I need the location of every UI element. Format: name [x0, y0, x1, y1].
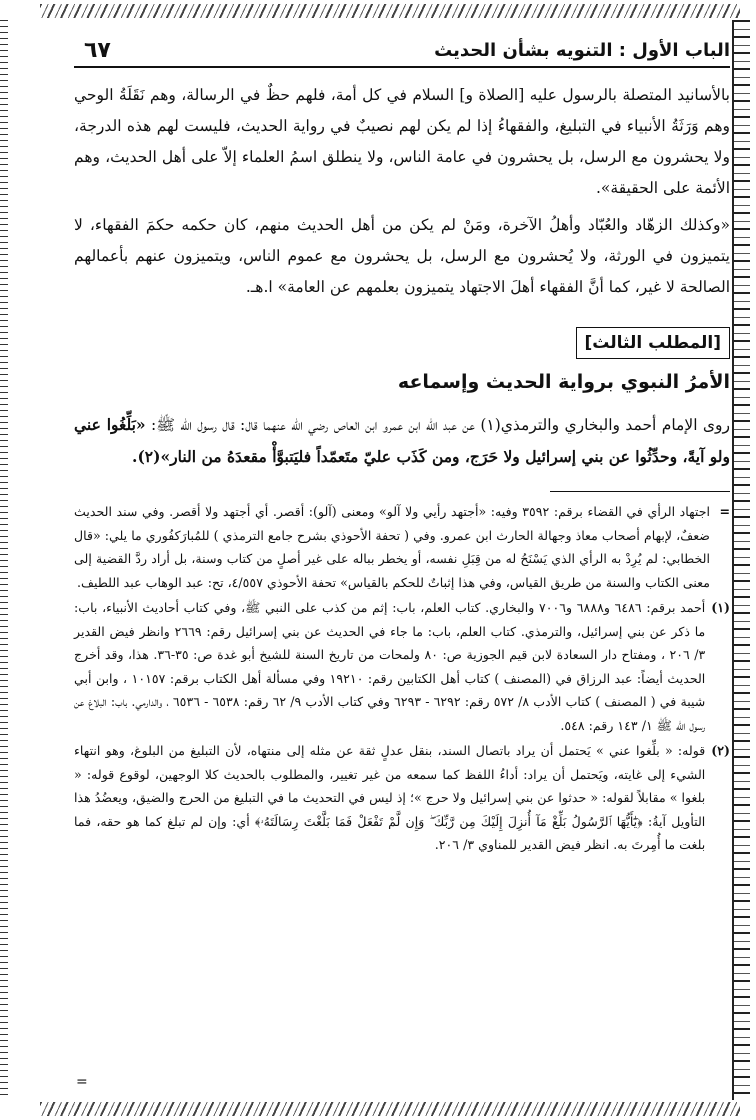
decorative-border-left [0, 20, 8, 1100]
footnote [74, 739, 730, 857]
footnote-text: أحمد برقم: ٦٤٨٦ و٦٨٨٨ و٧٠٠٦ والبخاري. كتاب العلم، باب: إثم من كذب على النبي ﷺ، وفي كتاب أحاديث الأنبياء، باب: ما ذكر عن بني إسرائيل، والترمذي. كتاب العلم، باب: ما جاء في الحديث عن بني إسرائيل رقم: ٢٦٦٩ وانظر فيض القدير ٣/ ٢٠٦ ، ومفتاح دار السعادة لابن قيم الجوزية ص: ٨٠ ولمحات من تاريخ السنة للشيخ أبو غدة ص: ٣٥-٣٦. هذا، وقد أخرج الحديث أيضاً: عبد الرزاق في (المصنف ) كتاب أهل الكتابين رقم: ١٩٢١٠ وفي مسألة أهل الكتاب برقم: ١٠١٥٧ ، وابن أبي شيبة في ( المصنف ) كتاب الأدب ٨/ ٥٧٢ رقم: ٦٢٩٢ - ٦٢٩٣ وفي كتاب الأدب ٩/ ٦٢ رقم: ٦٥٣٨ - ٦٥٣٦ ، والدارمي. باب: البلاغ عن رسول الله ﷺ ١/ ١٤٣ رقم: ٥٤٨. [74, 600, 706, 733]
decorative-border-bottom [40, 1102, 740, 1116]
footnote [74, 596, 730, 737]
footnote [74, 500, 730, 594]
running-header [74, 34, 730, 68]
paragraph: بالأسانيد المتصلة بالرسول عليه [الصلاة و] السلام في كل أمة، فلهم حظٌ في الرسالة، وهم نَقَلَةُ الوحي وهم وَرَثَةُ الأنبياء في التبليغ، والفقهاءُ إذا لم يكن لهم نصيبٌ في رواية الحديث، فليست لهم هذه الدرجة، ولا يحشرون مع الرسل، بل يحشرون في عامة الناس، ولا ينطلق اسمُ العلماء إلاّ على أهل الحديث، وهم الأئمة على الحقيقة». [74, 86, 730, 197]
footnote-separator [550, 491, 730, 492]
hadith-paragraph [74, 409, 730, 473]
page-number: ٦٧ [84, 37, 111, 63]
section-label: [المطلب الثالث] [576, 327, 730, 359]
footnote-mark: (٢) [711, 743, 730, 758]
footnote-text: قوله: « بلِّغوا عني » يَحتمل أن يراد باتصال السند، بنقل عدلٍ ثقة عن مثله إلى منتهاه، لأن التبليغ من البلوغ، وهو انتهاء الشيء إلى غايته، ويَحتمل أن يراد: أداءُ اللفظ كما سمعه من غير تغيير، والمطلوب بالحديث كلا الوجهين، لوقوع قوله: « بلغوا » مقابلاً لقوله: « حدثوا عن بني إسرائيل ولا حرج »؛ إذ ليس في التحديث ما في التبليغ من الحرج والضيق، ويعضُدُ هذا التأويل آيةُ: ﴿يَٰٓأَيُّهَا ٱلرَّسُولُ بَلِّغْ مَآ أُنزِلَ إِلَيْكَ مِن رَّبِّكَ ۖ وَإِن لَّمْ تَفْعَلْ فَمَا بَلَّغْتَ رِسَالَتَهُۥ﴾ أي: وإن لم تبلغ كما هو حقه، فما بلغت ما أُمِرتَ به. انظر فيض القدير للمناوي ٣/ ٢٠٦. [74, 743, 706, 852]
chapter-title: الباب الأول : التنويه بشأن الحديث [434, 39, 730, 61]
decorative-border-top [40, 4, 740, 18]
hadith-text: «بَلِّغُوا عني ولو آيةً، وحدِّثُوا عن بني إسرائيل ولا حَرَج، ومن كَذَب عليّ متَعمّداً فليَتبوَّأْ مقعدَهُ من النار»(٢). [74, 415, 730, 466]
hadith-intro: روى الإمام أحمد والبخاري والترمذي(١) عن عبد الله ابن عمرو ابن العاص رضي الله عنهما قال: قال رسول الله ﷺ: [151, 416, 730, 434]
continuation-mark: = [76, 1074, 88, 1090]
main-text [74, 80, 730, 859]
footnote-mark: = [719, 504, 730, 519]
footnote-mark: (١) [711, 600, 730, 615]
decorative-border-right [732, 20, 750, 1100]
section-title: الأمرُ النبوي برواية الحديث وإسماعه [397, 371, 730, 393]
paragraph: «وكذلك الزهّاد والعُبّاد وأهلُ الآخرة، ومَنْ لم يكن من أهل الحديث منهم، كان حكمه حكمَ الفقهاء، لا يتميزون في الورثة، ولا يُحشرون مع الرسل، بل يحشرون مع عموم الناس، ويتميزون عنهم بأعمالهم الصالحة لا غير، كما أنَّ الفقهاء أهلَ الاجتهاد يتميزون بعلمهم عن العامة» ا.هـ. [74, 216, 730, 296]
footnote-text: اجتهاد الرأي في القضاء برقم: ٣٥٩٢ وفيه: «أجتهد رأيي ولا آلو» ومعنى (آلو): أقصر. أي أجتهد ولا أقصر. وفي سند الحديث ضعفٌ، لإبهام أصحاب معاذ وجهالة الحارث ابن عمرو. وفي ( تحفة الأحوذي بشرح جامع الترمذي ) للمُبارَكفُوري ما يلي: «قال الخطابي: لم يُرِدْ به الرأي الذي يَسْنَحُ له من قِبَلِ نفسه، أو يخطر بباله على غير أصلٍ من كتاب وسنة، بل أراد ردَّ القضية إلى معنى الكتاب والسنة من طريق القياس، وفي هذا إثباتٌ للحكم بالقياس» تحفة الأحوذي ٤/٥٥٧، تح: عبد الوهاب عبد اللطيف. [74, 504, 710, 590]
